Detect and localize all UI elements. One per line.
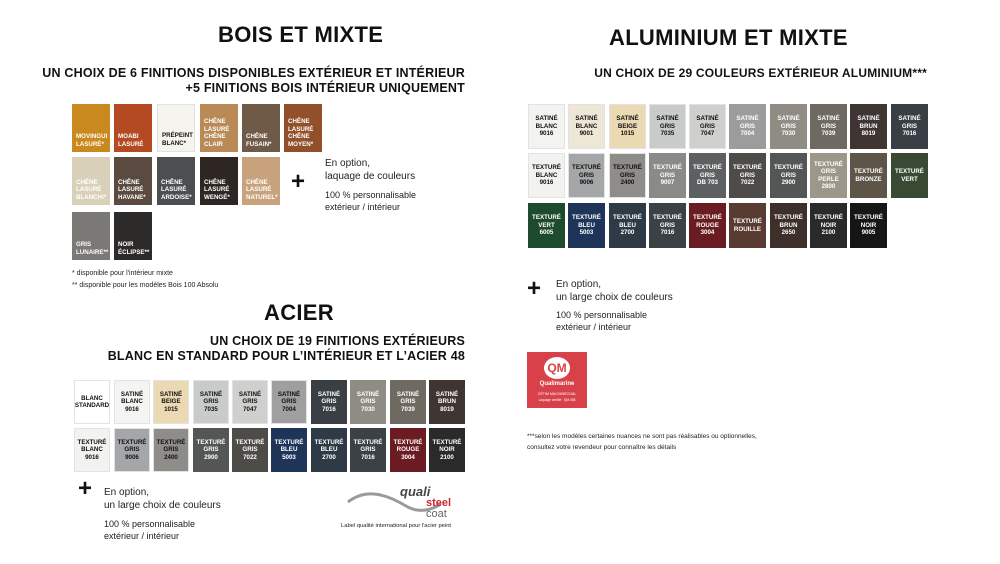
acier-swatch xyxy=(350,428,386,472)
alu-swatch xyxy=(770,104,807,149)
bois-swatch-label: MOABI LASURÉ xyxy=(118,133,144,148)
qm-name: Qualimarine xyxy=(539,381,575,387)
alu-swatch-label: SATINÉ GRIS 7047 xyxy=(696,115,719,138)
acier-swatch-label: SATINÉ BEIGE 1015 xyxy=(159,390,183,413)
acier-swatch xyxy=(232,380,268,424)
acier-swatch xyxy=(311,380,347,424)
acier-swatch-label: TEXTURÉ GRIS 2400 xyxy=(156,438,186,461)
qualisteelcoat-steel: steel xyxy=(426,497,452,509)
alu-swatch-label: SATINÉ GRIS 7016 xyxy=(898,115,921,138)
acier-option-perso xyxy=(104,518,195,542)
alu-footnote-2: consultez votre revendeur pour connaître les détails xyxy=(527,444,677,451)
alu-option-line1: En option, xyxy=(556,279,602,290)
alu-swatch xyxy=(689,203,726,248)
bois-swatch xyxy=(284,104,322,152)
acier-swatch-label: TEXTURÉ GRIS 9006 xyxy=(117,438,147,461)
alu-swatch-label: TEXTURÉ VERT 6005 xyxy=(532,214,561,237)
bois-swatch-label: GRIS LUNAIRE** xyxy=(76,241,109,256)
alu-swatch xyxy=(810,203,847,248)
acier-swatch-label: SATINÉ GRIS 7004 xyxy=(277,390,301,413)
bois-option-perso xyxy=(325,189,416,213)
qualisteelcoat-quali: quali xyxy=(400,484,431,499)
alu-swatch xyxy=(729,203,766,248)
acier-swatch xyxy=(193,380,229,424)
alu-swatch-label: TEXTURÉ ROUGE 3004 xyxy=(693,214,722,237)
acier-swatch xyxy=(429,428,465,472)
bois-swatch xyxy=(72,157,110,205)
bois-swatch xyxy=(72,212,110,260)
alu-swatch xyxy=(689,153,726,198)
acier-swatch xyxy=(193,428,229,472)
alu-swatch xyxy=(649,153,686,198)
acier-option-line2: un large choix de couleurs xyxy=(104,500,221,511)
bois-option-line2: laquage de couleurs xyxy=(325,171,416,182)
bois-swatch-label: CHÊNE LASURÉ BLANCHI* xyxy=(76,178,107,201)
acier-swatch xyxy=(114,428,150,472)
alu-swatch xyxy=(528,153,565,198)
alu-swatch xyxy=(810,104,847,149)
alu-swatch xyxy=(568,104,605,149)
alu-swatch xyxy=(850,153,887,198)
bois-swatch-label: CHÊNE LASURÉ NATUREL* xyxy=(246,178,278,201)
alu-swatch xyxy=(568,153,605,198)
acier-swatch xyxy=(271,428,307,472)
bois-swatch xyxy=(114,157,152,205)
acier-subtitle-2: BLANC EN STANDARD POUR L’INTÉRIEUR ET L’ACIER 48 xyxy=(107,349,465,363)
bois-swatch xyxy=(157,157,195,205)
bois-swatch-label: CHÊNE LASURÉ HAVANE* xyxy=(118,178,146,201)
alu-swatch-label: TEXTURÉ VERT xyxy=(895,168,924,183)
alu-swatch xyxy=(689,104,726,149)
acier-swatch-label: BLANC STANDARD xyxy=(74,394,110,409)
alu-swatch-label: TEXTURÉ GRIS 9006 xyxy=(572,164,601,187)
acier-swatch-label: SATINÉ BRUN 8019 xyxy=(435,390,459,413)
acier-swatch-label: TEXTURÉ BLEU 5003 xyxy=(274,438,304,461)
alu-swatch-label: TEXTURÉ GRIS 2400 xyxy=(613,164,642,187)
alu-option-perso xyxy=(556,309,647,333)
alu-option-line2: un large choix de couleurs xyxy=(556,292,673,303)
acier-swatch xyxy=(429,380,465,424)
alu-swatch-label: TEXTURÉ GRIS PERLE 2800 xyxy=(814,160,843,190)
bois-swatch-label: CHÊNE FUSAIN* xyxy=(246,133,272,148)
acier-subtitle-1: UN CHOIX DE 19 FINITIONS EXTÉRIEURS xyxy=(210,334,465,348)
acier-option-line1: En option, xyxy=(104,487,150,498)
alu-swatch xyxy=(649,203,686,248)
qm-sub: CÉTIM MACHINECOAL xyxy=(537,392,577,396)
acier-swatch xyxy=(153,428,189,472)
acier-swatch-label: TEXTURÉ BLEU 2700 xyxy=(314,438,344,461)
alu-option xyxy=(556,278,673,304)
alu-swatch xyxy=(609,104,646,149)
bois-note-1: * disponible pour l'intérieur mixte xyxy=(72,270,173,277)
acier-swatch-label: SATINÉ BLANC 9016 xyxy=(120,390,144,413)
alu-swatch xyxy=(609,153,646,198)
alu-swatch-label: TEXTURÉ GRIS DB 703 xyxy=(693,164,722,187)
alu-subtitle: UN CHOIX DE 29 COULEURS EXTÉRIEUR ALUMINIUM*** xyxy=(594,66,927,80)
bois-swatch xyxy=(72,104,110,152)
bois-option-line1: En option, xyxy=(325,158,371,169)
alu-swatch xyxy=(810,153,847,198)
alu-swatch xyxy=(770,153,807,198)
acier-option-line3: 100 % personnalisable xyxy=(104,519,196,529)
bois-swatch-label: MOVINGUI LASURÉ* xyxy=(76,133,108,148)
acier-swatch xyxy=(74,380,110,424)
qm-badge-icon: QM xyxy=(544,357,570,379)
acier-swatch xyxy=(153,380,189,424)
alu-swatch-label: TEXTURÉ NOIR 2100 xyxy=(814,214,843,237)
bois-swatch xyxy=(114,104,152,152)
acier-swatch xyxy=(350,380,386,424)
acier-swatch xyxy=(390,380,426,424)
acier-swatch-label: SATINÉ GRIS 7035 xyxy=(199,390,223,413)
alu-title: ALUMINIUM ET MIXTE xyxy=(609,25,848,50)
alu-swatch-label: TEXTURÉ GRIS 7016 xyxy=(653,214,682,237)
acier-swatch-label: TEXTURÉ NOIR 2100 xyxy=(432,438,462,461)
alu-swatch-label: TEXTURÉ BRUN 2650 xyxy=(774,214,803,237)
acier-option-line4: extérieur / intérieur xyxy=(104,531,180,541)
alu-swatch-label: SATINÉ GRIS 7039 xyxy=(817,115,840,138)
acier-swatch-label: SATINÉ GRIS 7039 xyxy=(396,390,420,413)
alu-swatch xyxy=(891,153,928,198)
alu-swatch-label: TEXTURÉ GRIS 2900 xyxy=(774,164,803,187)
alu-swatch xyxy=(770,203,807,248)
acier-swatch xyxy=(390,428,426,472)
alu-swatch-label: TEXTURÉ BLANC 9016 xyxy=(532,164,561,187)
bois-swatch-label: CHÊNE LASURÉ CHÊNE CLAIR xyxy=(204,118,230,148)
acier-swatch-label: TEXTURÉ GRIS 7016 xyxy=(353,438,383,461)
acier-plus-icon: + xyxy=(78,475,93,502)
acier-swatch xyxy=(311,428,347,472)
qualisteelcoat-caption: Label qualité international pour l'acier peint xyxy=(341,523,452,529)
acier-swatch xyxy=(271,380,307,424)
alu-footnote-1: ***selon les modèles certaines nuances ne sont pas réalisables ou optionnelles, xyxy=(527,433,757,440)
acier-swatch-label: TEXTURÉ GRIS 2900 xyxy=(196,438,226,461)
alu-swatch-label: TEXTURÉ BRONZE xyxy=(854,168,883,183)
bois-option xyxy=(325,157,415,183)
bois-title: BOIS ET MIXTE xyxy=(218,22,384,47)
bois-subtitle-2: +5 FINITIONS BOIS INTÉRIEUR UNIQUEMENT xyxy=(185,81,465,95)
bois-note-2: ** disponible pour les modèles Bois 100 Absolu xyxy=(72,282,219,289)
acier-title: ACIER xyxy=(264,300,334,325)
bois-swatch xyxy=(242,157,280,205)
bois-option-line3: 100 % personnalisable xyxy=(325,190,417,200)
alu-swatch-label: TEXTURÉ BLEU 2700 xyxy=(613,214,642,237)
alu-swatch-label: TEXTURÉ GRIS 7022 xyxy=(733,164,762,187)
bois-option-line4: extérieur / intérieur xyxy=(325,202,401,212)
qualisteelcoat-logo xyxy=(346,484,466,524)
bois-swatch-label: NOIR ÉCLIPSE** xyxy=(118,241,150,256)
bois-subtitle-1: UN CHOIX DE 6 FINITIONS DISPONIBLES EXTÉRIEUR ET INTÉRIEUR xyxy=(42,66,465,80)
bois-plus-icon: + xyxy=(291,168,306,195)
alu-swatch xyxy=(729,153,766,198)
acier-swatch-label: SATINÉ GRIS 7030 xyxy=(356,390,380,413)
alu-swatch-label: SATINÉ GRIS 7004 xyxy=(736,115,759,138)
acier-swatch-label: TEXTURÉ BLANC 9016 xyxy=(77,438,107,461)
bois-swatch xyxy=(114,212,152,260)
qm-sub2: Laquage certifié : QM-058 xyxy=(538,398,576,402)
alu-swatch xyxy=(609,203,646,248)
alu-option-line3: 100 % personnalisable xyxy=(556,310,648,320)
alu-swatch-label: SATINÉ BLANC 9016 xyxy=(535,115,558,138)
acier-swatch xyxy=(114,380,150,424)
qualimarine-logo xyxy=(527,352,587,408)
alu-swatch xyxy=(649,104,686,149)
acier-option xyxy=(104,486,221,512)
alu-swatch-label: SATINÉ BEIGE 1015 xyxy=(616,115,639,138)
alu-swatch-label: SATINÉ GRIS 7030 xyxy=(777,115,800,138)
alu-swatch xyxy=(850,104,887,149)
alu-swatch-label: SATINÉ GRIS 7035 xyxy=(656,115,679,138)
alu-swatch xyxy=(528,104,565,149)
bois-swatch-label: PRÉPEINT BLANC* xyxy=(162,132,193,147)
alu-swatch xyxy=(729,104,766,149)
acier-swatch-label: TEXTURÉ ROUGE 3004 xyxy=(393,438,423,461)
alu-swatch-label: TEXTURÉ GRIS 9007 xyxy=(653,164,682,187)
alu-swatch xyxy=(850,203,887,248)
alu-swatch xyxy=(528,203,565,248)
bois-swatch xyxy=(200,157,238,205)
alu-swatch xyxy=(568,203,605,248)
alu-swatch-label: SATINÉ BLANC 9001 xyxy=(575,115,598,138)
alu-plus-icon: + xyxy=(527,275,542,302)
acier-swatch-label: SATINÉ GRIS 7047 xyxy=(238,390,262,413)
alu-swatch-label: TEXTURÉ NOIR 9005 xyxy=(854,214,883,237)
alu-swatch-label: SATINÉ BRUN 8019 xyxy=(857,115,880,138)
alu-swatch-label: TEXTURÉ ROUILLE xyxy=(733,218,762,233)
bois-swatch-label: CHÊNE LASURÉ WENGÉ* xyxy=(204,178,230,201)
bois-swatch xyxy=(157,104,195,152)
acier-swatch xyxy=(232,428,268,472)
alu-option-line4: extérieur / intérieur xyxy=(556,322,632,332)
bois-swatch-label: CHÊNE LASURÉ CHÊNE MOYEN* xyxy=(288,118,314,148)
bois-swatch xyxy=(200,104,238,152)
acier-swatch-label: SATINÉ GRIS 7016 xyxy=(317,390,341,413)
acier-swatch-label: TEXTURÉ GRIS 7022 xyxy=(235,438,265,461)
alu-swatch-label: TEXTURÉ BLEU 5003 xyxy=(572,214,601,237)
bois-swatch xyxy=(242,104,280,152)
qualisteelcoat-coat: coat xyxy=(426,508,447,520)
acier-swatch xyxy=(74,428,110,472)
alu-swatch xyxy=(891,104,928,149)
bois-swatch-label: CHÊNE LASURÉ ARDOISE* xyxy=(161,178,192,201)
